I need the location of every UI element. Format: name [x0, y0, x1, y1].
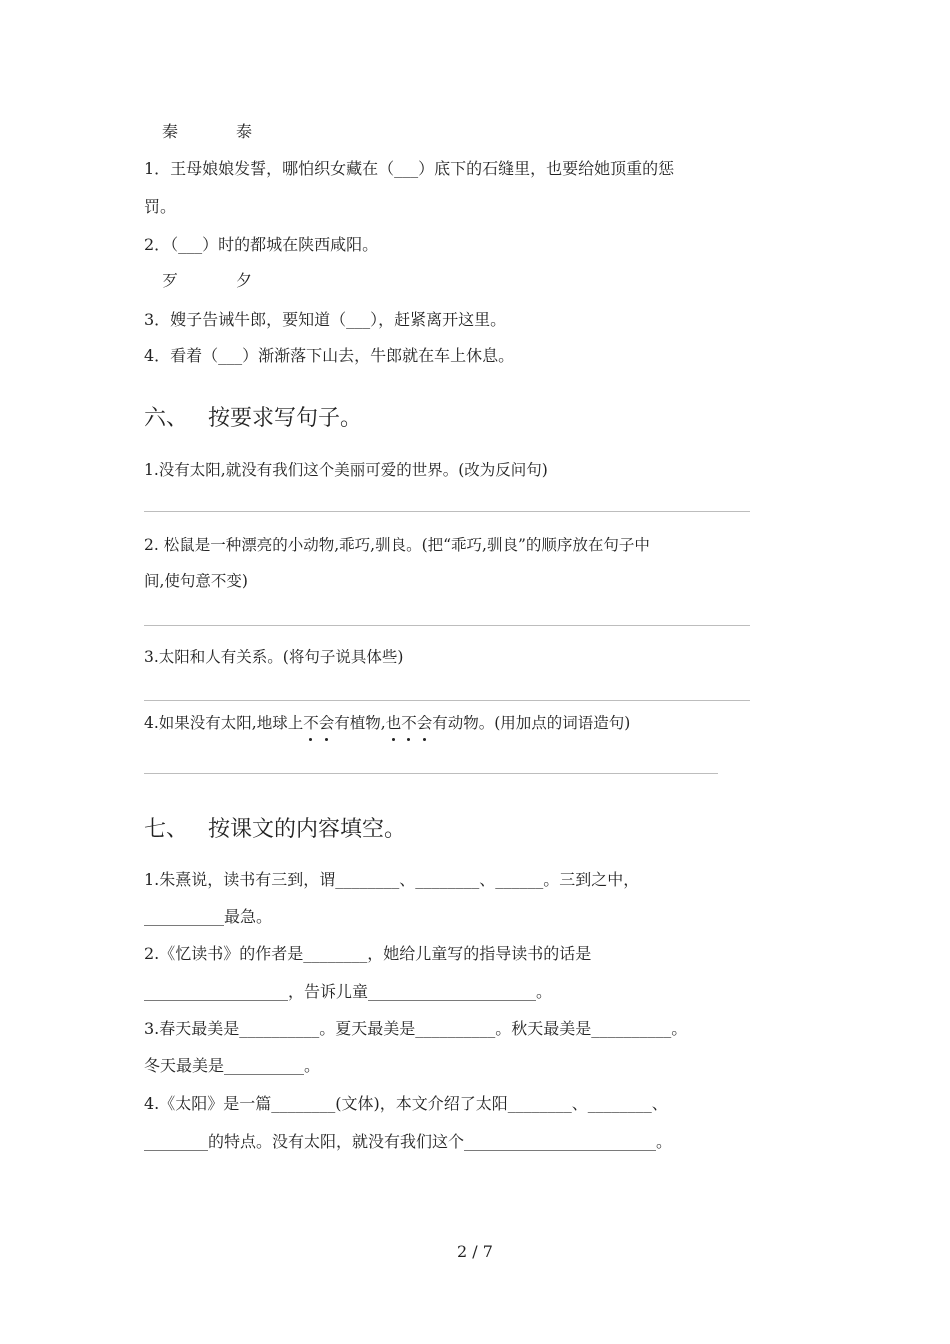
answer-line	[144, 511, 750, 512]
section-number: 六、	[144, 406, 189, 431]
dotted-character: 也	[385, 714, 402, 732]
recall-question-3: 3.春天最美是__________。夏天最美是__________。秋天最美是__________。	[144, 1019, 688, 1038]
fill-question-1-continued: 罚。	[144, 197, 177, 216]
word-pair-qin-tai	[162, 121, 252, 143]
question-text: 4.如果没有太阳,地球上	[144, 714, 304, 732]
page-number: 2 / 7	[457, 1242, 493, 1261]
recall-question-4: 4.《太阳》是一篇________(文体)，本文介绍了太阳________、________、	[144, 1094, 668, 1113]
recall-question-1-continued: __________最急。	[144, 907, 273, 926]
fill-question-3: 3．嫂子告诫牛郎，要知道（___），赶紧离开这里。	[144, 310, 507, 329]
dotted-character: 会	[416, 714, 433, 732]
rewrite-question-2-continued: 间,使句意不变)	[144, 572, 248, 590]
rewrite-question-2: 2. 松鼠是一种漂亮的小动物,乖巧,驯良。(把“乖巧,驯良”的顺序放在句子中	[144, 536, 650, 554]
fill-question-4: 4．看着（___）渐渐落下山去，牛郎就在车上休息。	[144, 346, 515, 365]
word-option: 秦	[162, 122, 179, 141]
recall-question-1: 1.朱熹说，读书有三到，谓________、________、______。三到之中，	[144, 870, 640, 889]
recall-question-4-continued: ________的特点。没有太阳，就没有我们这个________________________。	[144, 1132, 673, 1151]
question-text: 有植物,	[334, 714, 386, 732]
recall-question-3-continued: 冬天最美是__________。	[144, 1056, 321, 1075]
word-option: 泰	[236, 122, 253, 141]
rewrite-question-4	[144, 712, 630, 734]
answer-line	[144, 773, 718, 774]
dotted-character: 不	[303, 714, 319, 732]
word-option: 歹	[162, 271, 179, 290]
section-title: 按课文的内容填空。	[208, 817, 407, 842]
dotted-character: 不	[401, 714, 417, 732]
fill-question-1: 1．王母娘娘发誓，哪怕织女藏在（___）底下的石缝里，也要给她顶重的惩	[144, 159, 675, 178]
recall-question-2: 2.《忆读书》的作者是________，她给儿童写的指导读书的话是	[144, 944, 592, 963]
word-pair-dai-xi	[162, 270, 252, 292]
rewrite-question-1: 1.没有太阳,就没有我们这个美丽可爱的世界。(改为反问句)	[144, 461, 548, 479]
recall-question-2-continued: __________________，告诉儿童_____________________。	[144, 982, 553, 1001]
section-7-heading	[144, 815, 406, 845]
section-title: 按要求写句子。	[208, 406, 363, 431]
question-text: 有动物。(用加点的词语造句)	[432, 714, 631, 732]
fill-question-2: 2．（___）时的都城在陕西咸阳。	[144, 235, 379, 254]
section-number: 七、	[144, 817, 189, 842]
word-option: 夕	[236, 271, 253, 290]
dotted-character: 会	[318, 714, 335, 732]
answer-line	[144, 700, 750, 701]
answer-line	[144, 625, 750, 626]
section-6-heading	[144, 404, 362, 434]
rewrite-question-3: 3.太阳和人有关系。(将句子说具体些)	[144, 648, 404, 666]
